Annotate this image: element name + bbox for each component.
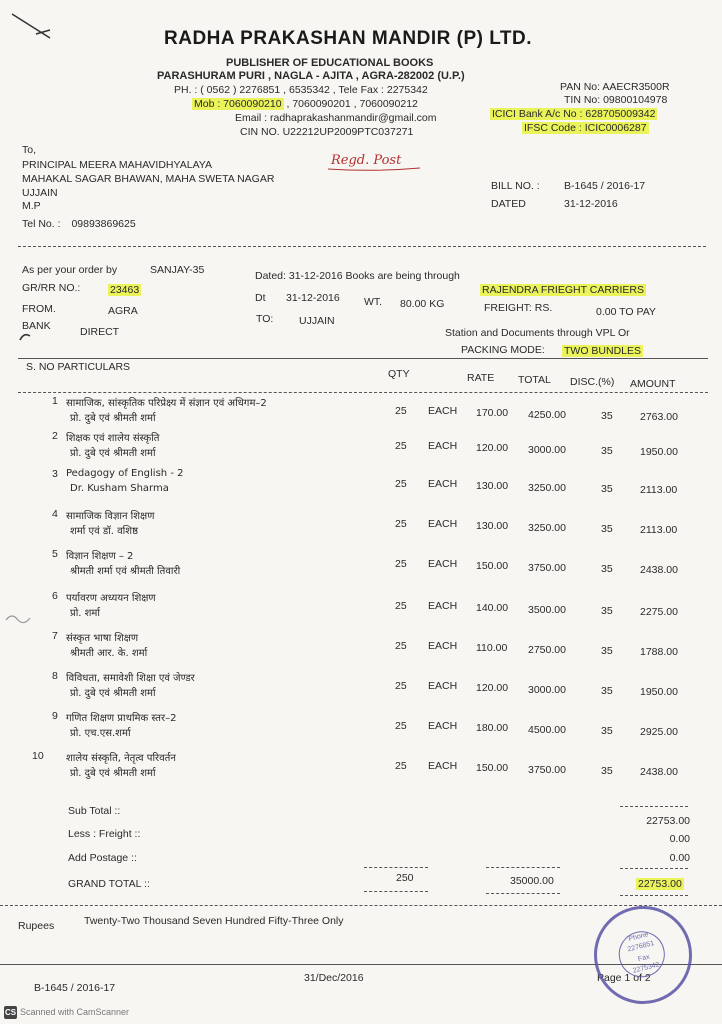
header-divider: [18, 246, 706, 247]
freight-less-value: 0.00: [669, 833, 690, 845]
company-seal-stamp: [584, 896, 703, 1015]
row-disc: 35: [601, 645, 613, 657]
company-mobile: [192, 98, 418, 110]
row-qty: 25: [395, 518, 407, 530]
row-total: 3250.00: [528, 482, 566, 494]
row-amount: 2275.00: [640, 606, 678, 618]
row-total: 3500.00: [528, 604, 566, 616]
row-amount: 1788.00: [640, 646, 678, 658]
row-amount: 1950.00: [640, 686, 678, 698]
row-unit: EACH: [428, 518, 458, 530]
row-total: 3750.00: [528, 562, 566, 574]
company-email: Email : radhaprakashanmandir@gmail.com: [235, 112, 437, 124]
row-qty: 25: [395, 558, 407, 570]
pen-mark: [10, 8, 60, 48]
recipient-tel: [22, 218, 136, 230]
row-author: प्रो. दुबे एवं श्रीमती शर्मा: [70, 688, 156, 699]
bill-number: B-1645: [564, 180, 598, 192]
bank-value: DIRECT: [80, 326, 120, 338]
to-city-value: UJJAIN: [299, 315, 335, 327]
margin-scribble: [4, 610, 40, 628]
grand-total-label: GRAND TOTAL ::: [68, 878, 150, 890]
stamp-fax: 2275342: [632, 961, 661, 975]
amount-in-words: Twenty-Two Thousand Seven Hundred Fifty-Three Only: [84, 915, 344, 927]
subtotal-rule: [620, 806, 688, 807]
weight-label: WT.: [364, 296, 383, 308]
row-unit: EACH: [428, 720, 458, 732]
row-disc: 35: [601, 445, 613, 457]
recipient-line-2: MAHAKAL SAGAR BHAWAN, MAHA SWETA NAGAR: [22, 173, 275, 185]
handwritten-regd-post: Regd. Post: [331, 153, 402, 168]
row-unit: EACH: [428, 405, 458, 417]
freight-value: 0.00 TO PAY: [596, 306, 656, 318]
gr-label: GR/RR NO.:: [22, 282, 81, 294]
packing-label: PACKING MODE:: [461, 344, 545, 356]
grand-total: 35000.00: [510, 875, 554, 887]
company-name: RADHA PRAKASHAN MANDIR (P) LTD.: [164, 28, 533, 49]
row-title: Pedagogy of English - 2: [66, 468, 184, 479]
company-cin: CIN NO. U22212UP2009PTC037271: [240, 126, 414, 138]
col-header-amount: AMOUNT: [630, 378, 676, 390]
col-header-qty: QTY: [388, 368, 410, 380]
row-author: प्रो. दुबे एवं श्रीमती शर्मा: [70, 448, 156, 459]
row-number: 2: [52, 430, 58, 442]
row-amount: 2438.00: [640, 564, 678, 576]
col-header-total: TOTAL: [518, 374, 551, 386]
row-rate: 120.00: [476, 442, 509, 454]
dt-value: 31-12-2016: [286, 292, 340, 304]
totals-divider: [0, 905, 722, 906]
row-number: 6: [52, 590, 58, 602]
row-author: प्रो. दुबे एवं श्रीमती शर्मा: [70, 413, 156, 424]
row-title: विविधता, समावेशी शिक्षा एवं जेण्डर: [66, 673, 195, 684]
row-qty: 25: [395, 720, 407, 732]
dt-label: Dt: [255, 292, 266, 304]
row-disc: 35: [601, 765, 613, 777]
footer-page: Page 1 of 2: [597, 972, 651, 984]
row-author: श्रीमती आर. के. शर्मा: [70, 648, 148, 659]
col-header-particulars: S. NO PARTICULARS: [26, 361, 131, 373]
row-amount: 2113.00: [640, 484, 678, 496]
packing-value: TWO BUNDLES: [564, 345, 642, 357]
grand-amount-rule-bottom: [620, 895, 688, 896]
row-number: 3: [52, 468, 58, 480]
recipient-line-1: PRINCIPAL MEERA MAHAVIDHYALAYA: [22, 159, 213, 171]
row-title: सामाजिक, सांस्कृतिक परिप्रेक्ष्य में संज्ञान एवं अधिगम–2: [66, 398, 267, 409]
order-by-label: As per your order by: [22, 264, 118, 276]
row-amount: 2925.00: [640, 726, 678, 738]
row-rate: 150.00: [476, 762, 509, 774]
order-by-value: SANJAY-35: [150, 264, 205, 276]
dated-label: DATED: [491, 198, 526, 210]
subtotal-label: Sub Total ::: [68, 805, 121, 817]
row-unit: EACH: [428, 640, 458, 652]
recipient-line-3: UJJAIN: [22, 187, 58, 199]
row-total: 3250.00: [528, 522, 566, 534]
freight-label: FREIGHT: RS.: [484, 302, 553, 314]
tel-number: 09893869625: [71, 218, 136, 230]
row-disc: 35: [601, 410, 613, 422]
row-total: 3000.00: [528, 444, 566, 456]
footer-date: 31/Dec/2016: [304, 972, 364, 984]
carrier-name: RAJENDRA FRIEGHT CARRIERS: [482, 284, 644, 296]
recipient-line-4: M.P: [22, 200, 41, 212]
col-header-rate: RATE: [467, 372, 495, 384]
row-number: 1: [52, 395, 58, 407]
row-author: प्रो. दुबे एवं श्रीमती शर्मा: [70, 768, 156, 779]
row-unit: EACH: [428, 760, 458, 772]
row-rate: 130.00: [476, 520, 509, 532]
grand-total-rule: [486, 867, 560, 868]
row-author: शर्मा एवं डॉ. वशिष्ठ: [70, 526, 138, 537]
row-amount: 1950.00: [640, 446, 678, 458]
stamp-phone: 2276851: [626, 940, 656, 954]
bill-date: 31-12-2016: [564, 198, 618, 210]
row-number: 4: [52, 508, 58, 520]
row-author: प्रो. एच.एस.शर्मा: [70, 728, 131, 739]
row-title: विज्ञान शिक्षण – 2: [66, 551, 134, 562]
row-disc: 35: [601, 685, 613, 697]
row-qty: 25: [395, 478, 407, 490]
row-number: 8: [52, 670, 58, 682]
row-amount: 2113.00: [640, 524, 678, 536]
station-text: Station and Documents through VPL Or: [445, 327, 630, 339]
bill-no: [564, 180, 645, 192]
row-qty: 25: [395, 680, 407, 692]
company-phone: PH. : ( 0562 ) 2276851 , 6535342 , Tele Fax : 2275342: [174, 84, 428, 96]
bank-label: BANK: [22, 320, 51, 332]
col-header-disc: DISC.(%): [570, 376, 615, 388]
row-amount: 2438.00: [640, 766, 678, 778]
row-qty: 25: [395, 440, 407, 452]
row-unit: EACH: [428, 600, 458, 612]
subtotal-value: 22753.00: [646, 815, 690, 827]
tel-label: Tel No. :: [22, 218, 61, 230]
dispatch-text: Dated: 31-12-2016 Books are being through: [255, 270, 460, 282]
row-total: 4500.00: [528, 724, 566, 736]
table-header-rule: [18, 392, 708, 393]
camscanner-watermark: [4, 1006, 129, 1019]
ifsc-code: IFSC Code : ICIC0006287: [524, 122, 647, 134]
weight-value: 80.00 KG: [400, 298, 445, 310]
bill-no-label: BILL NO. :: [491, 180, 540, 192]
row-amount: 2763.00: [640, 411, 678, 423]
grand-qty: 250: [396, 872, 414, 884]
row-title: सामाजिक विज्ञान शिक्षण: [66, 511, 155, 522]
gr-number: 23463: [110, 284, 140, 296]
row-title: शिक्षक एवं शालेय संस्कृति: [66, 433, 160, 444]
row-rate: 150.00: [476, 560, 509, 572]
handwritten-underline: [326, 166, 422, 172]
to-city-label: TO:: [256, 313, 274, 325]
row-unit: EACH: [428, 440, 458, 452]
row-total: 3000.00: [528, 684, 566, 696]
row-rate: 140.00: [476, 602, 509, 614]
from-label: FROM.: [22, 303, 56, 315]
row-number: 9: [52, 710, 58, 722]
stamp-phone-label: Phone: [627, 931, 650, 943]
tin-number: TIN No: 09800104978: [564, 94, 668, 106]
pan-number: PAN No: AAECR3500R: [560, 81, 670, 93]
row-disc: 35: [601, 605, 613, 617]
row-rate: 110.00: [476, 642, 508, 654]
grand-qty-rule-bottom: [364, 891, 428, 892]
postage-value: 0.00: [669, 852, 690, 864]
grand-qty-rule: [364, 867, 428, 868]
camscanner-text: Scanned with CamScanner: [20, 1007, 130, 1017]
bill-year: / 2016-17: [600, 180, 646, 192]
from-value: AGRA: [108, 305, 138, 317]
row-title: संस्कृत भाषा शिक्षण: [66, 633, 139, 644]
table-top-rule: [18, 358, 708, 359]
bank-account: ICICI Bank A/c No : 628705009342: [492, 108, 656, 120]
company-tagline: PUBLISHER OF EDUCATIONAL BOOKS: [226, 57, 434, 69]
row-rate: 180.00: [476, 722, 509, 734]
grand-amount-rule: [620, 868, 688, 869]
row-disc: 35: [601, 563, 613, 575]
row-disc: 35: [601, 725, 613, 737]
grand-total-rule-bottom: [486, 893, 560, 894]
row-rate: 120.00: [476, 682, 509, 694]
camscanner-logo-icon: CS: [4, 1008, 17, 1017]
row-total: 2750.00: [528, 644, 566, 656]
rupees-label: Rupees: [18, 920, 55, 932]
row-qty: 25: [395, 760, 407, 772]
row-disc: 35: [601, 523, 613, 535]
row-disc: 35: [601, 483, 613, 495]
row-author: श्रीमती शर्मा एवं श्रीमती तिवारी: [70, 566, 181, 577]
row-qty: 25: [395, 640, 407, 652]
row-unit: EACH: [428, 680, 458, 692]
row-number: 10: [32, 750, 44, 762]
row-title: पर्यावरण अध्ययन शिक्षण: [66, 593, 156, 604]
row-qty: 25: [395, 600, 407, 612]
row-number: 5: [52, 548, 58, 560]
row-total: 3750.00: [528, 764, 566, 776]
row-number: 7: [52, 630, 58, 642]
row-unit: EACH: [428, 478, 458, 490]
row-total: 4250.00: [528, 409, 566, 421]
row-rate: 170.00: [476, 407, 509, 419]
row-author: Dr. Kusham Sharma: [70, 483, 169, 494]
freight-less-label: Less : Freight ::: [68, 828, 141, 840]
row-title: शालेय संस्कृति, नेतृत्व परिवर्तन: [66, 753, 176, 764]
mobile-numbers-rest: , 7060090201 , 7060090212: [286, 98, 418, 110]
row-unit: EACH: [428, 558, 458, 570]
grand-amount: 22753.00: [638, 878, 682, 890]
row-author: प्रो. शर्मा: [70, 608, 101, 619]
company-address: PARASHURAM PURI , NAGLA - AJITA , AGRA-282002 (U.P.): [157, 70, 465, 82]
stamp-fax-label: Fax: [637, 953, 651, 964]
mobile-number-highlight: Mob : 7060090210: [194, 98, 282, 110]
row-qty: 25: [395, 405, 407, 417]
postage-label: Add Postage ::: [68, 852, 137, 864]
row-rate: 130.00: [476, 480, 509, 492]
footer-bill-ref: B-1645 / 2016-17: [34, 982, 116, 994]
margin-pen-mark: [18, 330, 32, 344]
row-title: गणित शिक्षण प्राथमिक स्तर–2: [66, 713, 177, 724]
to-label: To,: [22, 144, 37, 156]
